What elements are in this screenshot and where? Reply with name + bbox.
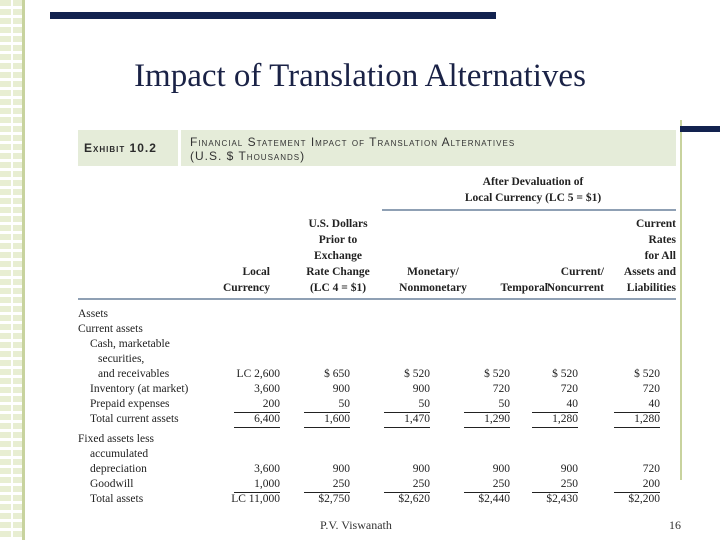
slide-title: Impact of Translation Alternatives xyxy=(134,58,586,94)
group-header xyxy=(408,174,658,206)
table-cell: 200 xyxy=(614,477,660,493)
table-cell: 6,400 xyxy=(234,412,280,428)
table-cell: 900 xyxy=(332,463,350,475)
table-cell: 250 xyxy=(384,477,430,493)
row-label: Total current assets xyxy=(90,413,179,425)
table-cell: $ 520 xyxy=(404,368,430,380)
col-header-usd-prior xyxy=(288,216,388,296)
col-header-text: for All xyxy=(644,250,676,262)
group-header-line-1: After Devaluation of xyxy=(482,176,584,188)
table-cell: 250 xyxy=(304,477,350,493)
table-cell: $ 520 xyxy=(634,368,660,380)
table-cell: $2,440 xyxy=(478,493,510,505)
table-cell: 900 xyxy=(332,383,350,395)
table-cell: 1,000 xyxy=(234,477,280,493)
table-cell: 50 xyxy=(384,397,430,413)
table-cell: $2,620 xyxy=(398,493,430,505)
col-header-text: Temporal xyxy=(500,282,548,294)
col-header-text: Prior to xyxy=(318,234,358,246)
table-cell: 900 xyxy=(412,383,430,395)
row-label-fixed-line-1: Fixed assets less xyxy=(78,433,155,445)
table-cell: 50 xyxy=(304,397,350,413)
table-cell: 40 xyxy=(532,397,578,413)
table-cell: 250 xyxy=(532,477,578,493)
table-cell: LC 11,000 xyxy=(231,493,280,505)
exhibit-title-line-1: Financial Statement Impact of Translation Alternatives xyxy=(190,135,516,149)
table-cell: $ 520 xyxy=(552,368,578,380)
table-cell: 3,600 xyxy=(254,463,280,475)
col-header-current-noncurrent xyxy=(528,264,604,296)
col-header-text: Current xyxy=(635,218,676,230)
col-header-text: Exchange xyxy=(314,250,362,262)
exhibit-table xyxy=(78,130,676,510)
group-header-line-2: Local Currency (LC 5 = $1) xyxy=(464,192,602,204)
row-label-cash-line-1: Cash, marketable xyxy=(90,338,170,350)
exhibit-title xyxy=(190,135,515,163)
table-cell: 1,280 xyxy=(532,412,578,428)
row-label-fixed-line-2: accumulated xyxy=(90,448,149,460)
col-header-text: Rate Change xyxy=(306,266,370,278)
exhibit-header-band xyxy=(78,130,676,166)
decorative-vertical-line xyxy=(680,120,682,480)
footer-author: P.V. Viswanath xyxy=(320,518,392,532)
col-header-text: Currency xyxy=(222,282,270,294)
table-cell: 250 xyxy=(464,477,510,493)
row-label-cash-line-2: securities, xyxy=(98,353,145,365)
page-number: 16 xyxy=(669,518,681,532)
row-label: Goodwill xyxy=(90,478,134,490)
exhibit-header-divider xyxy=(178,130,181,166)
col-header-monetary-nonmonetary xyxy=(388,264,478,296)
table-cell: 1,290 xyxy=(464,412,510,428)
table-cell: 1,280 xyxy=(614,412,660,428)
table-cell: 900 xyxy=(560,463,578,475)
table-cell: 50 xyxy=(464,397,510,413)
row-label: and receivables xyxy=(98,368,170,380)
table-cell: 720 xyxy=(642,463,660,475)
table-cell: $ 650 xyxy=(324,368,350,380)
col-header-text: Local xyxy=(242,266,270,278)
col-header-text: Liabilities xyxy=(626,282,676,294)
row-label: Total assets xyxy=(90,493,144,505)
col-header-local-currency xyxy=(188,264,270,296)
col-header-current-rates xyxy=(598,216,676,296)
col-header-text: Current/ xyxy=(560,266,604,278)
col-header-text: Nonmonetary xyxy=(399,282,467,294)
row-label: Inventory (at market) xyxy=(90,383,189,395)
table-cell: 3,600 xyxy=(254,383,280,395)
table-cell: 900 xyxy=(412,463,430,475)
exhibit-label: Exhibit 10.2 xyxy=(84,141,157,155)
table-cell: $2,430 xyxy=(546,493,578,505)
exhibit-title-line-2: (U.S. $ Thousands) xyxy=(190,149,306,163)
table-cell: $2,750 xyxy=(318,493,350,505)
col-header-text: Noncurrent xyxy=(546,282,604,294)
table-cell: LC 2,600 xyxy=(236,368,280,380)
col-header-text: (LC 4 = $1) xyxy=(309,282,367,294)
col-header-text: Rates xyxy=(648,234,676,246)
row-label: Prepaid expenses xyxy=(90,398,170,410)
table-cell: 900 xyxy=(492,463,510,475)
table-cell: $2,200 xyxy=(628,493,660,505)
table-cell: 40 xyxy=(614,397,660,413)
col-header-text: Monetary/ xyxy=(407,266,459,278)
table-cell: 720 xyxy=(560,383,578,395)
section-label-assets: Assets xyxy=(78,308,109,320)
column-header-rule xyxy=(78,298,676,300)
decorative-corner-bar xyxy=(680,126,720,132)
section-label-current-assets: Current assets xyxy=(78,323,143,335)
row-label: depreciation xyxy=(90,463,147,475)
table-cell: 720 xyxy=(642,383,660,395)
group-header-rule xyxy=(382,209,676,211)
table-cell: $ 520 xyxy=(484,368,510,380)
title-top-rule xyxy=(50,12,496,19)
table-cell: 1,600 xyxy=(304,412,350,428)
col-header-text: U.S. Dollars xyxy=(308,218,368,230)
table-cell: 720 xyxy=(492,383,510,395)
col-header-text: Assets and xyxy=(623,266,676,278)
table-cell: 200 xyxy=(234,397,280,413)
table-cell: 1,470 xyxy=(384,412,430,428)
